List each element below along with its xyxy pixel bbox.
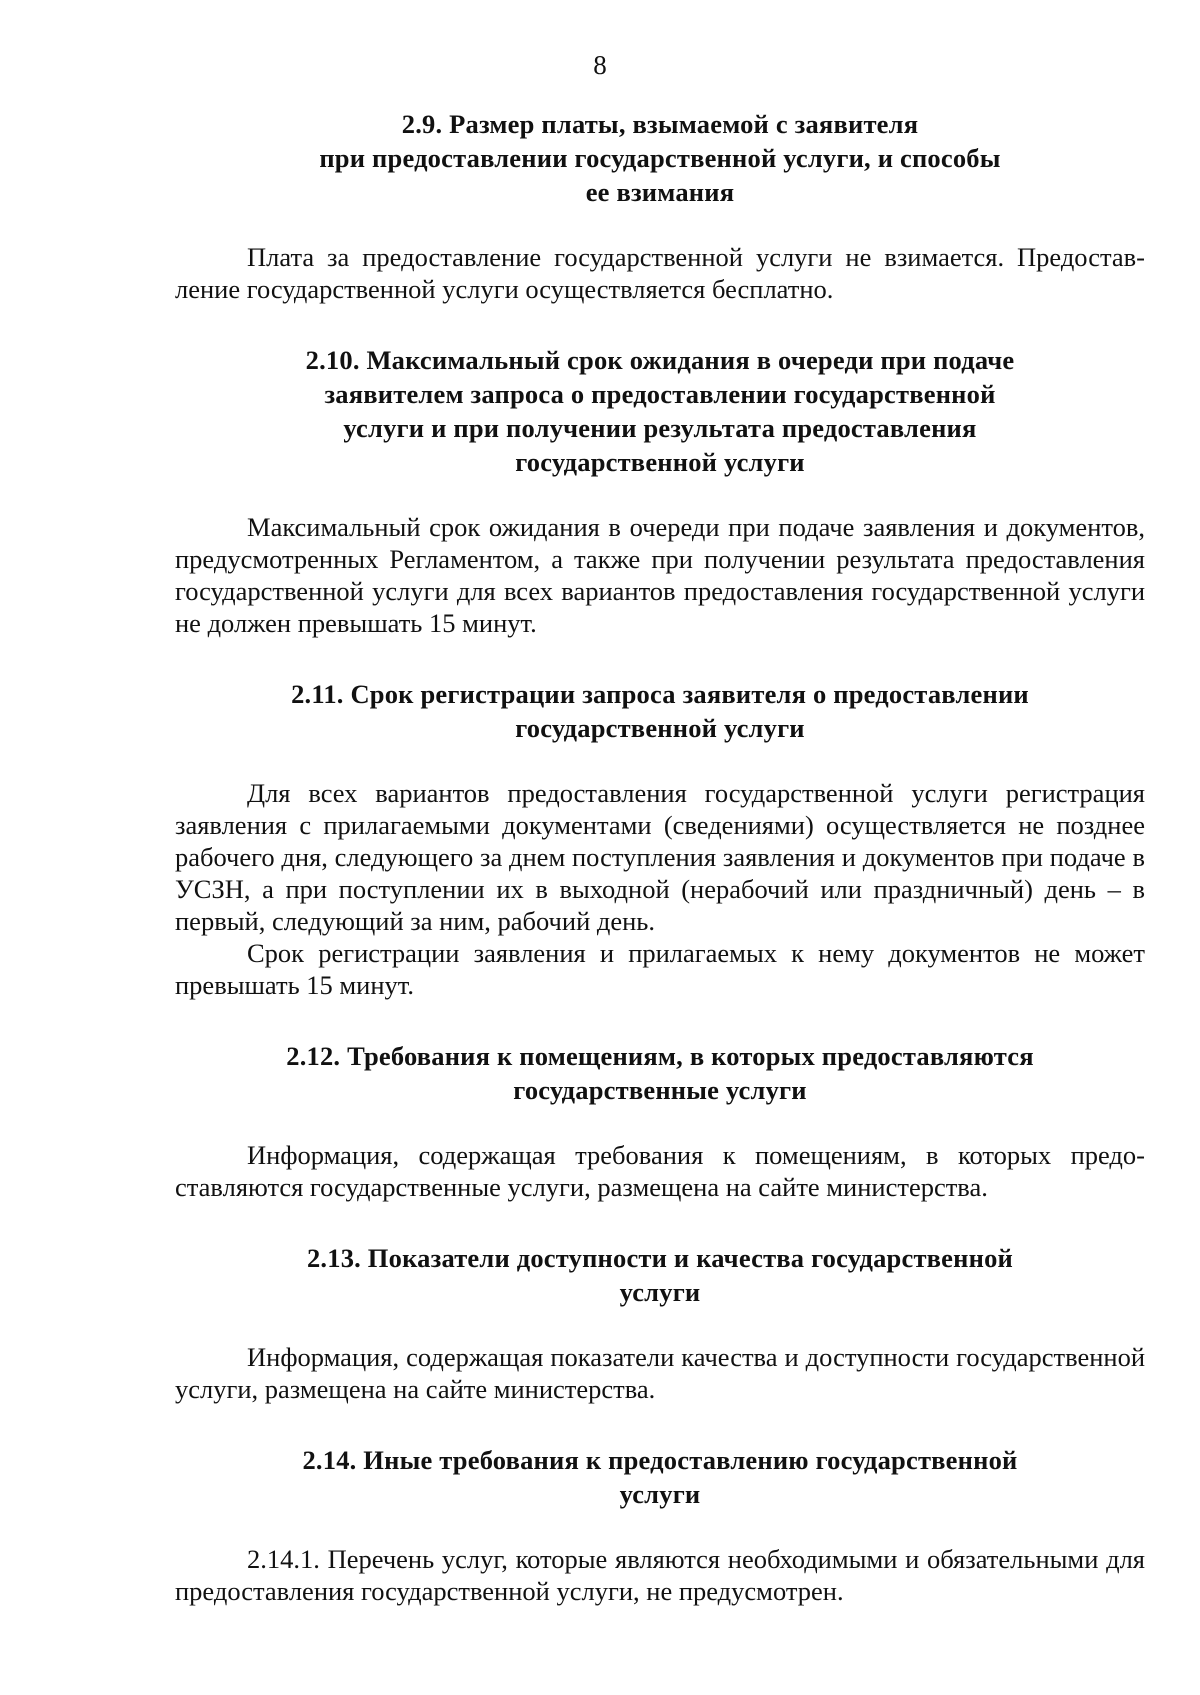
section-2-13 (175, 1241, 1145, 1443)
section-2-11 (175, 677, 1145, 1039)
heading-line: 2.13. Показатели доступности и качества государственной (306, 1243, 1014, 1273)
heading-line: 2.12. Требования к помещениям, в которых предоставляются (286, 1041, 1034, 1071)
paragraph: Максимальный срок ожидания в очереди при подаче заявления и документов, предусмотренных Регламентом, а также при получении результата предоставления государственной услуги для всех вариантов предоставления государственной услуги не должен превышать 15 минут. (175, 512, 1145, 638)
heading-line: услуги (619, 1479, 701, 1509)
paragraph: Для всех вариантов предоставления государственной услуги регистрация заявления с прилагаемыми документами (сведениями) осуществляется не позднее рабочего дня, следующего за днем поступления заявления и документов при подаче в УСЗН, а при поступлении их в выходной (нерабочий или праздничный) день – в первый, следующий за ним, рабочий день. (175, 778, 1145, 936)
section-2-14 (175, 1443, 1145, 1607)
page-number: 8 (593, 50, 607, 80)
paragraph: Плата за предоставление государственной услуги не взимается. Предоставление государственной услуги осуществляется бесплатно. (175, 242, 1145, 304)
paragraph: Информация, содержащая показатели качества и доступности государственной услуги, размещена на сайте министерства. (175, 1342, 1145, 1404)
document-body (175, 107, 1145, 1607)
heading-line: 2.14. Иные требования к предоставлению государственной (302, 1445, 1018, 1475)
section-heading (175, 1443, 1145, 1511)
section-2-10 (175, 343, 1145, 677)
heading-line: 2.11. Срок регистрации запроса заявителя о предоставлении (291, 679, 1029, 709)
heading-line: при предоставлении государственной услуги, и способы (319, 143, 1001, 173)
heading-line: заявителем запроса о предоставлении государственной (324, 379, 996, 409)
section-2-12 (175, 1039, 1145, 1241)
section-heading (175, 107, 1145, 209)
paragraph: Информация, содержащая требования к помещениям, в которых предоставляются государственные услуги, размещена на сайте министерства. (175, 1140, 1145, 1202)
section-2-9 (175, 107, 1145, 343)
heading-line: 2.9. Размер платы, взымаемой с заявителя (401, 109, 919, 139)
heading-line: услуги (619, 1277, 701, 1307)
heading-line: 2.10. Максимальный срок ожидания в очереди при подаче (305, 345, 1015, 375)
heading-line: ее взимания (585, 177, 735, 207)
section-heading (175, 1241, 1145, 1309)
heading-line: государственной услуги (515, 447, 805, 477)
section-heading (175, 1039, 1145, 1107)
paragraph: 2.14.1. Перечень услуг, которые являются необходимыми и обязательными для предоставления государственной услуги, не предусмотрен. (175, 1544, 1145, 1606)
section-heading (175, 677, 1145, 745)
paragraph: Срок регистрации заявления и прилагаемых к нему документов не может превышать 15 минут. (175, 938, 1145, 1000)
section-heading (175, 343, 1145, 479)
heading-line: государственной услуги (515, 713, 805, 743)
heading-line: государственные услуги (513, 1075, 807, 1105)
heading-line: услуги и при получении результата предоставления (343, 413, 977, 443)
